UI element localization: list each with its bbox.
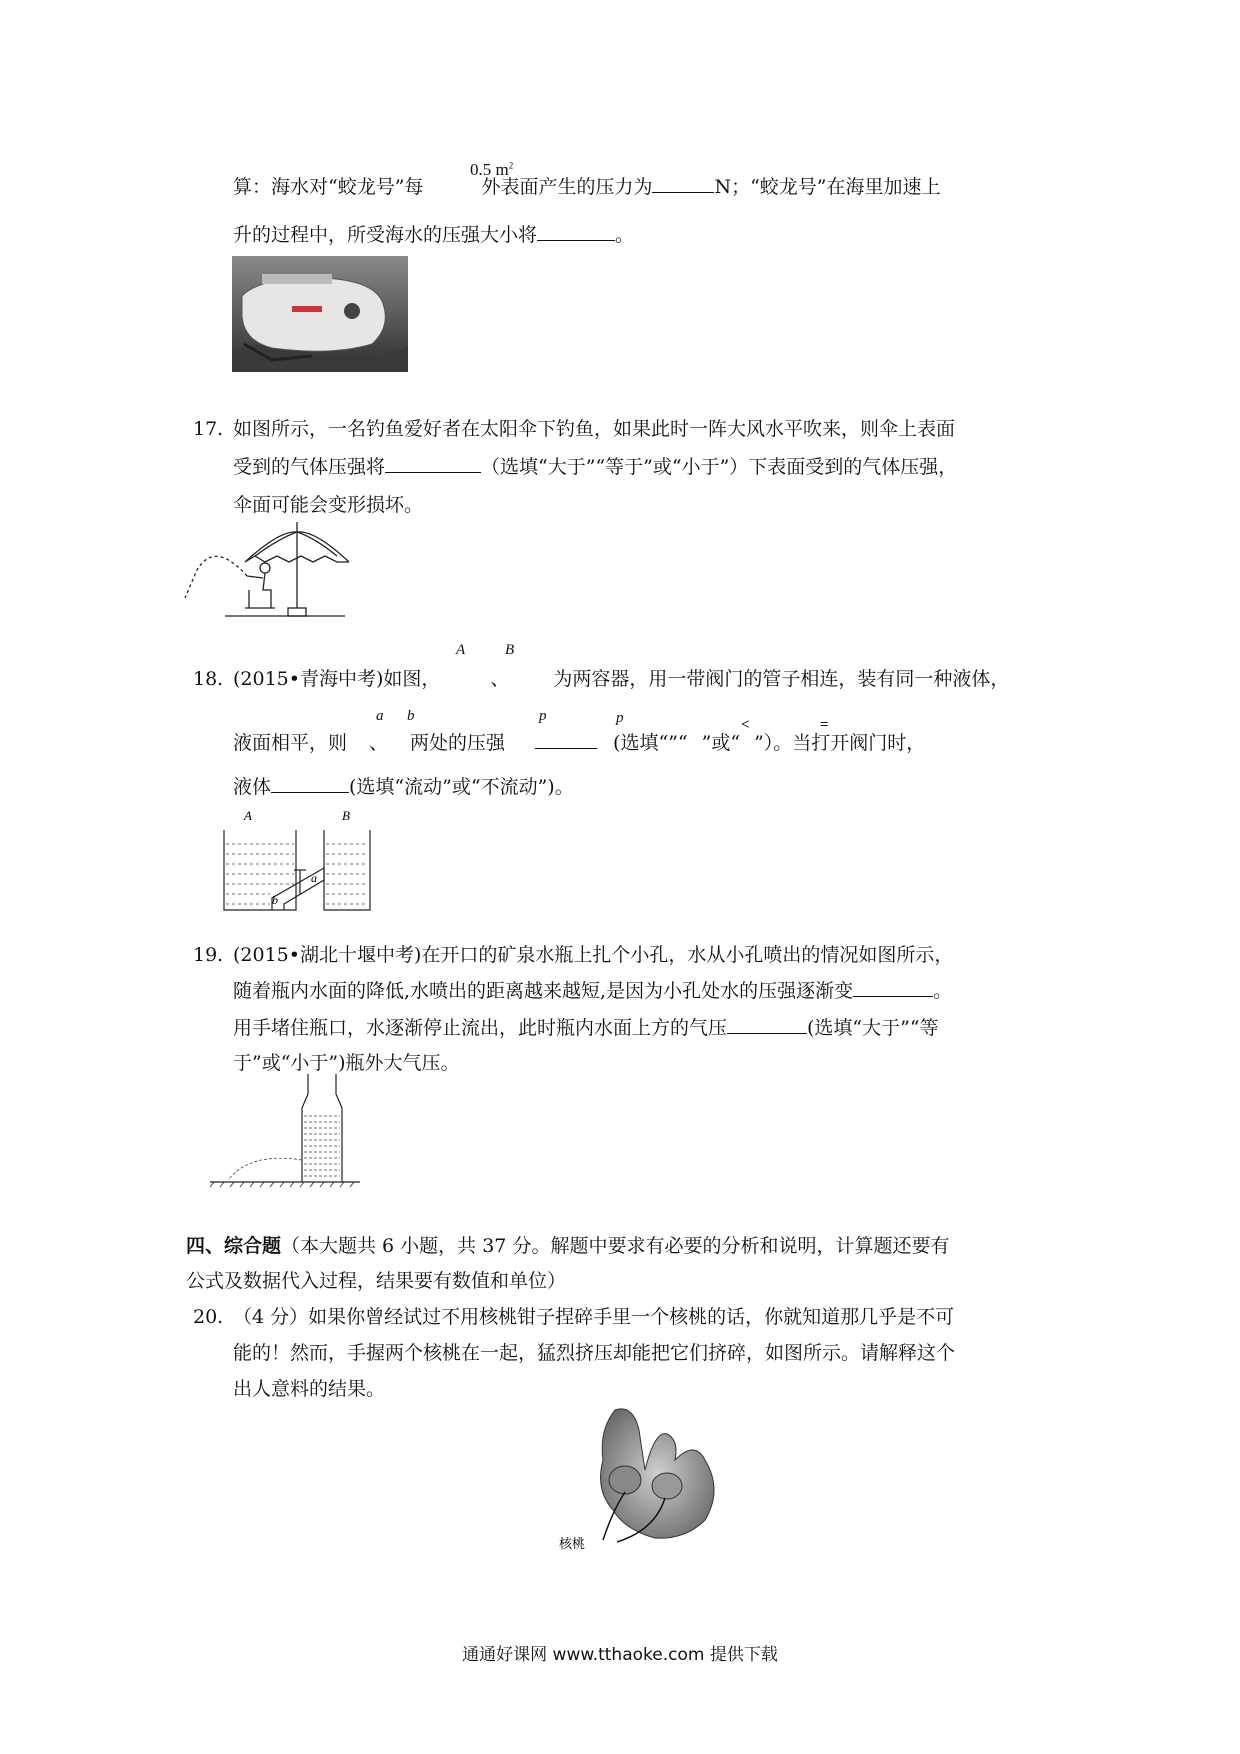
section4-title: 四、综合题 xyxy=(186,1235,282,1257)
q18-sym-B: B xyxy=(505,642,515,658)
fig-label-b: b xyxy=(272,893,278,907)
q19-number: 19. xyxy=(193,944,224,966)
q19-line1: (2015•湖北十堰中考)在开口的矿泉水瓶上扎个小孔，水从小孔喷出的情况如图所示， xyxy=(233,944,954,966)
q20-line1: （4 分）如果你曾经试过不用核桃钳子捏碎手里一个核桃的话，你就知道那几乎是不可 xyxy=(233,1306,955,1328)
walnut-label: 核桃 xyxy=(559,1537,586,1552)
section4-heading: 四、综合题（本大题共 6 小题，共 37 分。解题中要求有必要的分析和说明，计算题还要有 xyxy=(186,1235,950,1257)
q20-number: 20. xyxy=(193,1306,224,1328)
q20-line3: 出人意料的结果。 xyxy=(233,1378,386,1400)
q16-blank-force[interactable] xyxy=(652,174,714,193)
q17-blank[interactable] xyxy=(385,454,481,473)
q18-sym-eq: = xyxy=(820,717,829,733)
q19-line2: 随着瓶内水面的降低,水喷出的距离越来越短,是因为小孔处水的压强逐渐变 。 xyxy=(233,980,953,1002)
fishing-umbrella-figure xyxy=(185,520,355,620)
q16-blank-pressure[interactable] xyxy=(537,222,615,241)
q18-line1: (2015•青海中考)如图， 、 为两容器，用一带阀门的管子相连，装有同一种液体， xyxy=(233,668,1010,690)
q18-sym-lt: < xyxy=(741,717,750,733)
q18-line3: 液体 (选填“流动”或“不流动”)。 xyxy=(233,776,574,798)
q17-line1: 如图所示，一名钓鱼爱好者在太阳伞下钓鱼，如果此时一阵大风水平吹来，则伞上表面 xyxy=(233,418,956,440)
connected-containers-figure xyxy=(220,806,380,914)
section4-desc: 公式及数据代入过程，结果要有数值和单位） xyxy=(186,1270,567,1292)
q18-blank-flow[interactable] xyxy=(271,774,349,793)
fig-label-A: A xyxy=(244,808,252,823)
q19-blank-pressure[interactable] xyxy=(853,978,933,997)
q18-number: 18. xyxy=(193,668,224,690)
hand-walnuts-figure xyxy=(555,1400,735,1550)
q17-line3: 伞面可能会变形损坏。 xyxy=(233,494,424,516)
q19-line4: 于”或“小于”)瓶外大气压。 xyxy=(233,1052,460,1074)
q19-line3: 用手堵住瓶口，水逐渐停止流出，此时瓶内水面上方的气压 (选填“大于”“等 xyxy=(233,1017,939,1039)
q18-sym-p1: p xyxy=(539,708,547,724)
q18-sym-p2: p xyxy=(616,710,624,726)
q17-line2: 受到的气体压强将 （选填“大于”“等于”或“小于”）下表面受到的气体压强， xyxy=(233,456,958,478)
q20-line2: 能的！然而，手握两个核桃在一起，猛烈挤压却能把它们挤碎，如图所示。请解释这个 xyxy=(233,1342,956,1364)
fig-label-a: a xyxy=(311,871,317,885)
q16-line1: 算：海水对“蛟龙号”每 外表面产生的压力为 N；“蛟龙号”在海里加速上 xyxy=(233,176,941,198)
page-footer: 通通好课网 www.tthaoke.com 提供下载 xyxy=(462,1645,778,1665)
q18-sym-b: b xyxy=(407,708,415,724)
q16-unit: 0.5 $m^2$ xyxy=(470,160,514,179)
q19-blank-air[interactable] xyxy=(727,1015,807,1034)
q18-blank-pressure[interactable] xyxy=(535,730,597,749)
q18-sym-a: a xyxy=(376,708,384,724)
q17-number: 17. xyxy=(193,418,224,440)
q18-sym-A: A xyxy=(456,642,466,658)
bottle-figure xyxy=(210,1074,360,1188)
submarine-photo xyxy=(232,256,408,372)
q18-line2: 液面相平，则 、 两处的压强 (选填“”“ ”或“ ”）。当打开阀门时， xyxy=(233,732,926,754)
q16-line2: 升的过程中，所受海水的压强大小将 。 xyxy=(233,224,635,246)
fig-label-B: B xyxy=(342,808,350,823)
